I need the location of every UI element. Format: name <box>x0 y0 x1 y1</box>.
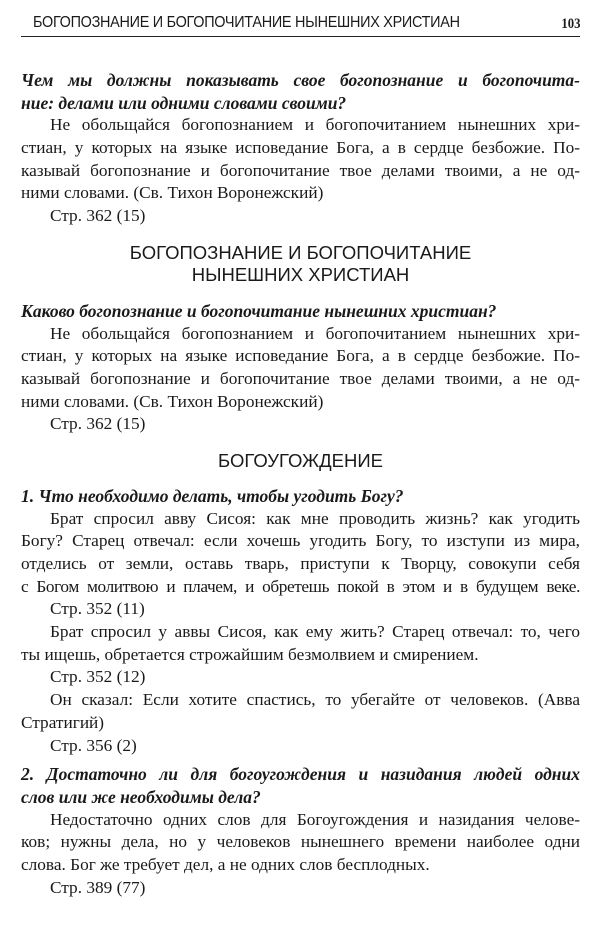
section-heading: БОГОУГОЖДЕНИЕ <box>218 449 383 471</box>
body-line: Брат спросил у аввы Сисоя, как ему жить? Старец отвечал: то, чего <box>50 622 580 642</box>
source-reference: Стр. 362 (15) <box>50 206 146 226</box>
body-line: стиан, у которых на языке исповедание Бога, а в сердце безбожие. По- <box>21 138 580 158</box>
body-line: казывай богопознание и богопочитание твое делами твоими, а не од- <box>21 368 580 388</box>
body-line: отделись от земли, оставь тварь, приступи к Творцу, совокупи себя <box>21 554 580 573</box>
running-header <box>21 12 580 37</box>
body-line: ков; нужны дела, но у человеков нынешнего времени наиболее одни <box>21 832 580 852</box>
section-heading: НЫНЕШНИХ ХРИСТИАН <box>191 263 410 285</box>
question-line: 2. Достаточно ли для богоугождения и назидания людей одних <box>21 764 580 785</box>
body-line: ними словами. (Св. Тихон Воронежский) <box>21 391 324 411</box>
body-line: Недостаточно одних слов для Богоугождения и назидания челове- <box>50 809 580 829</box>
section-modern-christians <box>21 242 580 436</box>
body-line: стиан, у которых на языке исповедание Бога, а в сердце безбожие. По- <box>21 346 580 366</box>
section-heading: БОГОПОЗНАНИЕ И БОГОПОЧИТАНИЕ <box>129 241 472 263</box>
question-line: Каково богопознание и богопочитание нынешних христиан? <box>21 300 497 321</box>
body-line: казывай богопознание и богопочитание твое делами твоими, а не од- <box>21 160 580 180</box>
question-line: 1. Что необходимо делать, чтобы угодить Богу? <box>21 485 404 506</box>
body-line: Не обольщайся богопознанием и богопочитанием нынешних хри- <box>50 323 580 343</box>
section-pleasing-god <box>21 450 580 899</box>
source-reference: Стр. 356 (2) <box>50 735 137 755</box>
page-body <box>21 69 580 899</box>
body-line: Стратигий) <box>21 712 105 732</box>
body-line: Не обольщайся богопознанием и богопочитанием нынешних хри- <box>50 115 580 135</box>
body-line: с Богом молитвою и плачем, и обретешь покой в этом и в будущем веке. <box>21 576 580 596</box>
body-line: Богу? Старец отвечал: если хочешь угодить Богу, то изступи из мира, <box>21 531 580 551</box>
body-line: ними словами. (Св. Тихон Воронежский) <box>21 183 324 203</box>
source-reference: Стр. 352 (12) <box>50 667 146 687</box>
question-line: слов или же необходимы дела? <box>21 786 261 807</box>
body-line: слова. Бог же требует дел, а не одних слов бесплодных. <box>21 854 430 874</box>
source-reference: Стр. 362 (15) <box>50 414 146 434</box>
section-question-deeds <box>21 69 580 228</box>
question-line: ние: делами или одними словами своими? <box>21 92 347 113</box>
page-number: 103 <box>560 16 580 32</box>
body-line: Он сказал: Если хотите спастись, то убегайте от человеков. (Авва <box>50 690 580 710</box>
body-line: Брат спросил авву Сисоя: как мне проводить жизнь? как угодить <box>50 508 580 528</box>
source-reference: Стр. 389 (77) <box>50 877 146 897</box>
source-reference: Стр. 352 (11) <box>50 599 145 619</box>
question-line: Чем мы должны показывать свое богопознание и богопочита- <box>21 70 580 90</box>
body-line: ты ищешь, обретается строжайшим безмолвием и смирением. <box>21 644 479 664</box>
running-header-title: БОГОПОЗНАНИЕ И БОГОПОЧИТАНИЕ НЫНЕШНИХ ХРИСТИАН <box>33 14 460 31</box>
